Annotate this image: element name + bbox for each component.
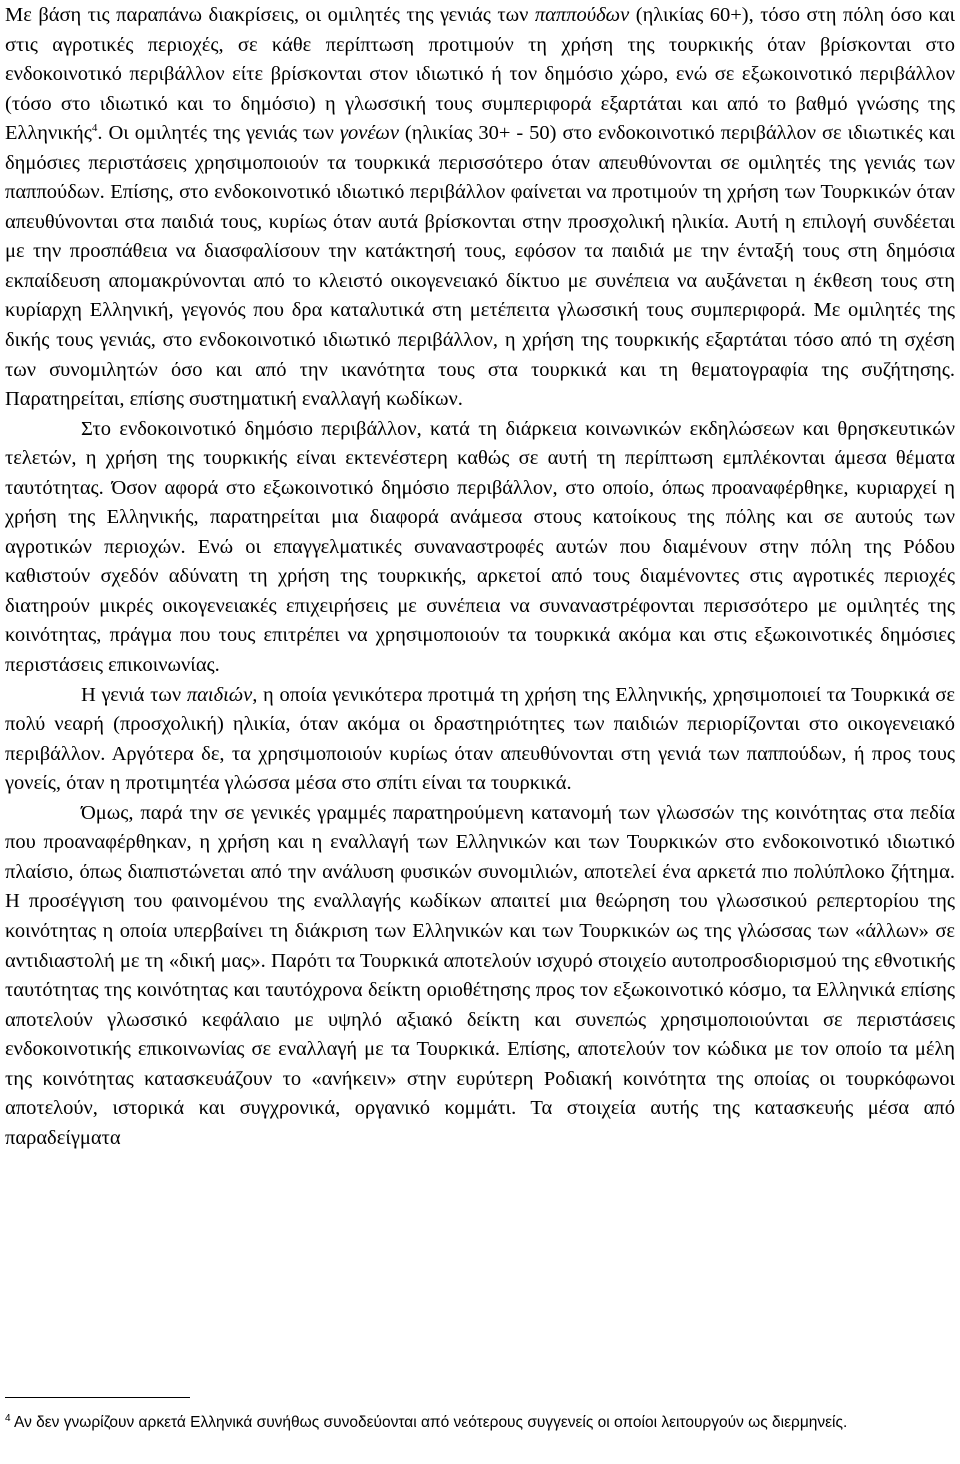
emphasis-grandparents: παππούδων [534,4,630,26]
text-segment: η οποία γενικότερα προτιμά τη χρήση της Ελληνικής, χρησιμοποιεί τα Τουρκικά σε πολύ νεαρή (προσχολική) ηλικία, όταν ακόμα οι δραστηριότητες των παιδιών περιορίζονται στο οικογενειακό περιβάλλον. Αργότερα δε, τα χρησιμοποιούν κυρίως όταν απευθύνονται στη γενιά των παππούδων, ή προς τους γονείς, όταν η προτιμητέα γλώσσα μέσα στο σπίτι είναι τα τουρκικά. [5,683,955,795]
text-segment: Με βάση τις παραπάνω διακρίσεις, οι ομιλητές της γενιάς των [5,4,535,26]
text-segment: (ηλικίας 60+), τόσο στη πόλη όσο και στις αγροτικές περιοχές, σε κάθε περίπτωση προτιμούν τη χρήση της τουρκικής όταν βρίσκονται στο ενδοκοινοτικό περιβάλλον είτε βρίσκονται στον ιδιωτικό ή τον δημόσιο χώρο, ενώ σε εξωκοινοτικό περιβάλλον (τόσο στο ιδιωτικό και το δημόσιο) η γλωσσική τους συμπεριφορά εξαρτάται και από το βαθμό γνώσης της Ελληνικής [5,4,955,145]
footnote [5,1410,955,1435]
footnote-text: Αν δεν γνωρίζουν αρκετά Ελληνικά συνήθως συνοδεύονται από νεότερους συγγενείς οι οποίοι λειτουργούν ως διερμηνείς. [10,1414,848,1431]
text-segment: Η γενιά των [81,683,187,706]
footnote-number: 4 [5,1412,11,1424]
paragraph-public-environment: Στο ενδοκοινοτικό δημόσιο περιβάλλον, κατά τη διάρκεια κοινωνικών εκδηλώσεων και θρησκευτικών τελετών, η χρήση της τουρκικής είναι εκτενέστερη καθώς σε αυτή τη περίπτωση εμπλέκονται άμεσα θέματα ταυτότητας. Όσον αφορά στο εξωκοινοτικό δημόσιο περιβάλλον, στο οποίο, όπως προαναφέρθηκε, κυριαρχεί η χρήση της Ελληνικής, παρατηρείται μια διαφορά ανάμεσα στους κατοίκους της πόλης και σε αυτούς των αγροτικών περιοχών. Ενώ οι επαγγελματικές συναναστροφές αυτών που διαμένουν στην πόλη της Ρόδου καθιστούν σχεδόν αδύνατη τη χρήση της τουρκικής, αρκετοί από τους διαμένοντες στις αγροτικές περιοχές διατηρούν μικρές οικογενειακές επιχειρήσεις με συνέπεια να συναναστρέφονται περισσότερο με ομιλητές της κοινότητας, πράγμα που τους επιτρέπει να χρησιμοποιούν τα τουρκικά ακόμα και στις εξωκοινοτικές δημόσιες περιστάσεις επικοινωνίας. [5,417,955,677]
paragraph-children [5,681,955,799]
footnote-reference[interactable]: 4 [91,122,98,135]
document-page [5,0,955,1153]
paragraph-grandparents-parents [5,0,955,415]
text-segment: (ηλικίας 30+ - 50) στο ενδοκοινοτικό περιβάλλον σε ιδιωτικές και δημόσιες περιστάσεις χρησιμοποιούν τα τουρκικά περισσότερο όταν απευθύνονται σε ομιλητές της γενιάς των παππούδων. Επίσης, στο ενδοκοινοτικό ιδιωτικό περιβάλλον φαίνεται να προτιμούν τη χρήση των Τουρκικών όταν απευθύνονται στα παιδιά τους, κυρίως όταν αυτά βρίσκονται στην προσχολική ηλικία. Αυτή η επιλογή συνδέεται με την προσπάθεια να διασφαλίσουν την κατάκτησή τους, εφόσον τα παιδιά με την ένταξή τους στη δημόσια εκπαίδευση απομακρύνονται από το κλειστό οικογενειακό δίκτυο με συνέπεια να αυξάνεται η έκθεση τους στη κυρίαρχη Ελληνική, γεγονός που δρα καταλυτικά στη μετέπειτα γλωσσική τους συμπεριφορά. Με ομιλητές της δικής τους γενιάς, στο ενδοκοινοτικό ιδιωτικό περιβάλλον, η χρήση της τουρκικής εξαρτάται τόσο από τη σχέση των συνομιλητών όσο και από την ικανότητα τους στα τουρκικά και τη θεματογραφία της συζήτησης. Παρατηρείται, επίσης συστηματική εναλλαγή κωδίκων. [5,122,956,411]
paragraph-code-switching: Όμως, παρά την σε γενικές γραμμές παρατηρούμενη κατανομή των γλωσσών της κοινότητας στα πεδία που προαναφέρθηκαν, η χρήση και η εναλλαγή των Ελληνικών και των Τουρκικών στο ενδοκοινοτικό ιδιωτικό πλαίσιο, όπως διαπιστώνεται από την ανάλυση φυσικών συνομιλιών, αποτελεί ένα αρκετά πιο πολύπλοκο ζήτημα. Η προσέγγιση του φαινομένου της εναλλαγής κωδίκων απαιτεί μια θεώρηση του γλωσσικού ρεπερτορίου της κοινότητας η οποία υπερβαίνει τη διάκριση των Ελληνικών και των Τουρκικών ως της γλώσσας των «άλλων» σε αντιδιαστολή με τη «δική μας». Παρότι τα Τουρκικά αποτελούν ισχυρό στοιχείο αυτοπροσδιορισμού της εθνοτικής ταυτότητας της κοινότητας και ταυτόχρονα δείκτη οριοθέτησης προς τον εξωκοινοτικό κόσμο, τα Ελληνικά επίσης αποτελούν γλωσσικό κεφάλαιο με υψηλό αξιακό δείκτη και συνεπώς χρησιμοποιούνται σε περιστάσεις ενδοκοινοτικής επικοινωνίας σε εναλλαγή με τα Τουρκικά. Επίσης, αποτελούν τον κώδικα με τον οποίο τα μέλη της κοινότητας κατασκευάζουν το «ανήκειν» στην ευρύτερη Ροδιακή κοινότητα της οποίας οι τουρκόφωνοι αποτελούν, ιστορικά και συγχρονικά, οργανικό κομμάτι. Τα στοιχεία αυτής της κατασκευής μέσα από παραδείγματα [5,801,955,1149]
text-segment: . Οι ομιλητές της γενιάς των [97,122,340,145]
emphasis-parents: γονέων [339,122,399,145]
footnote-separator [5,1397,190,1398]
emphasis-children: παιδιών, [186,683,258,706]
